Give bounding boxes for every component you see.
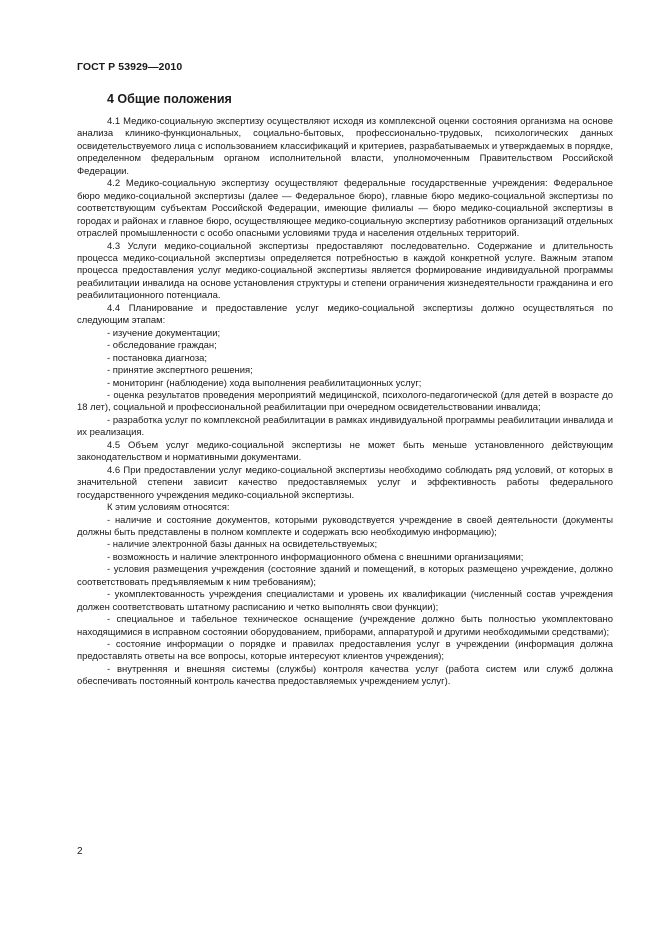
list-item: - обследование граждан; (107, 340, 217, 352)
list-item: - оценка результатов проведения мероприятий медицинской, психолого-педагогической (для детей в возрасте до 18 лет), социальной и профессиональной реабилитации при очередном освидетельствовании инвалида; (77, 389, 613, 414)
list-item: - специальное и табельное техническое оснащение (учреждение должно быть полностью укомплектовано находящимися в исправном состоянии оборудованием, приборами, аппаратурой и другими необходимыми средствами); (77, 614, 613, 638)
paragraph-4-6: 4.6 При предоставлении услуг медико-социальной экспертизы необходимо соблюдать ряд условий, от которых в значительной степени зависит качество предоставляемых услуг и эффективность работы федерального государственного учреждения медико-социальной экспертизы. (77, 464, 613, 501)
paragraph-4-1: 4.1 Медико-социальную экспертизу осуществляют исходя из комплексной оценки состояния организма на основе анализа клинико-функциональных, социально-бытовых, профессионально-трудовых, психологических данных освидетельствуемого лица с использованием классификаций и критериев, разрабатываемых и утверждаемых в порядке, определенном федеральным органом исполнительной власти, уполномоченным Правительством Российской Федерации. (77, 116, 613, 177)
list-item: - мониторинг (наблюдение) хода выполнения реабилитационных услуг; (107, 377, 422, 389)
list-item: - разработка услуг по комплексной реабилитации в рамках индивидуальной программы реабилитации инвалида и их реализация. (77, 414, 613, 439)
list-item: - наличие и состояние документов, которыми руководствуется учреждение в своей деятельности (документы должны быть представлены в полном комплекте и содержать всю необходимую информацию); (77, 514, 613, 538)
list-item: - возможность и наличие электронного информационного обмена с внешними организациями; (107, 551, 524, 563)
list-item: - наличие электронной базы данных на освидетельствуемых; (107, 539, 378, 551)
list-item: - состояние информации о порядке и правилах предоставления услуг в учреждении (информация должна предоставлять ответы на все вопросы, которые интересуют клиентов учреждения); (77, 639, 613, 663)
paragraph-4-2: 4.2 Медико-социальную экспертизу осуществляют федеральные государственные учреждения: Федеральное бюро медико-социальной экспертизы (далее — Федеральное бюро), главные бюро медико-социальной экспертизы по соответствующим субъектам Российской Федерации, имеющие филиалы — бюро медико-социальной экспертизы в городах и районах и главное бюро, осуществляющее медико-социальную экспертизу работников организаций отдельных отраслей промышленности с особо опасными условиями труда и населения отдельных территорий. (77, 178, 613, 240)
section-title: 4 Общие положения (107, 92, 232, 106)
list-item: - укомплектованность учреждения специалистами и уровень их квалификации (численный состав учреждения должен соответствовать штатному расписанию и четко выполнять свои функции); (77, 589, 613, 613)
paragraph-4-3: 4.3 Услуги медико-социальной экспертизы предоставляют последовательно. Содержание и длительность процесса медико-социальной экспертизы определяется потребностью в каждой конкретной услуге. Важным этапом процесса предоставления услуг медико-социальной экспертизы является формирование индивидуальной программы реабилитации инвалида на основе установления структуры и степени ограничения жизнедеятельности гражданина и его реабилитационного потенциала. (77, 240, 613, 302)
list-item: - изучение документации; (107, 327, 221, 339)
paragraph-4-4: 4.4 Планирование и предоставление услуг медико-социальной экспертизы должно осуществляться по следующим этапам: (77, 302, 613, 327)
section-body (77, 116, 613, 689)
list-item: - принятие экспертного решения; (107, 365, 253, 377)
page-number: 2 (77, 846, 83, 857)
document-header: ГОСТ Р 53929—2010 (77, 61, 183, 73)
paragraph-4-5: 4.5 Объем услуг медико-социальной экспертизы не может быть меньше установленного действующим законодательством и нормативными документами. (77, 439, 613, 464)
list-item: - условия размещения учреждения (состояние зданий и помещений, в которых размещено учреждение, должно соответствовать предъявляемым к ним требованиям); (77, 564, 613, 588)
list-item: - внутренняя и внешняя системы (службы) контроля качества услуг (работа систем или служб должна обеспечивать постоянный контроль качества предоставляемых учреждением услуг). (77, 663, 613, 688)
list-item: - постановка диагноза; (107, 352, 208, 364)
conditions-intro: К этим условиям относятся: (107, 502, 230, 514)
